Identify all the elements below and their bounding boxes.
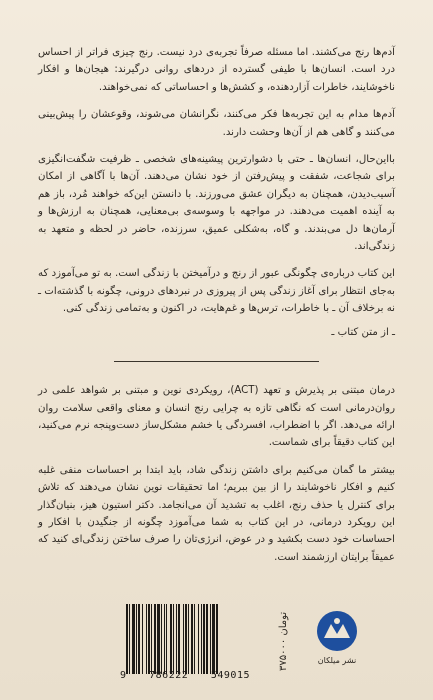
isbn-digit-group-2: 786222: [149, 670, 189, 681]
isbn-digit-group-3: 549015: [210, 670, 250, 681]
blurb-text: [38, 44, 395, 576]
paragraph-3: بااین‌حال، انسان‌ها ـ حتی با دشوارترین پیشینه‌های شخصی ـ ظرفیت شگفت‌انگیزی برای شجاعت، شفقت و پیش‌رفتن از خود نشان می‌دهند. آن‌ها با آگاهی از امکان آسیب‌دیدن، همچنان به دیگران عشق می‌ورزند. با دانستن این‌که خواهند مُرد، باز هم به آینده اهمیت می‌دهند. در مواجهه با وسوسه‌ی بی‌معنایی، همچنان به ارزش‌ها و آرمان‌ها دل می‌بندند. و گاه، به‌شکلی عمیق، سرزنده، حاضر در لحظه و متعهد به زندگی‌اند.: [38, 154, 395, 253]
paragraph-4: این کتاب درباره‌ی چگونگی عبور از رنج و درآمیختن با زندگی است. به تو می‌آموزد که به‌جای انتظار برای آغاز زندگی پس از پیروزی در نبردهای درونی، چگونه با گذشته‌ات ـ نه برخلاف آن ـ با خاطرات، ترس‌ها و غم‌هایت، در اکنون و به‌تمامی زندگی کنی.: [38, 268, 395, 315]
source-line: ـ از متن کتاب ـ: [331, 326, 395, 338]
paragraph-5: درمان مبتنی بر پذیرش و تعهد (ACT)، رویکردی نوین و مبتنی بر شواهد علمی در روان‌درمانی است که نگاهی تازه به چرایی رنج انسان و معنای واقعی سلامت روان ارائه می‌دهد. اگر با اضطراب، افسردگی یا خشم مشکل‌ساز دست‌وپنجه نرم می‌کنید، این کتاب دقیقاً برای شماست.: [38, 385, 395, 449]
isbn-digit-group-1: 9: [120, 670, 127, 681]
barcode-area: [120, 604, 366, 684]
price-label: ۳۷۵۰۰۰ تومان: [278, 611, 289, 671]
publisher-logo-icon: [316, 610, 358, 652]
publisher-logo: [316, 610, 358, 676]
isbn-number: [120, 670, 250, 681]
paragraph-1: آدم‌ها رنج می‌کشند. اما مسئله صرفاً تجربه‌ی درد نیست. رنج چیزی فراتر از احساس درد است. انسان‌ها با طیفی گسترده از دردهای روانی درگیرند: هیجان‌ها و افکار ناخوشایند، خاطرات آزاردهنده، و کشش‌ها و احساساتی که نمی‌خواهند.: [38, 47, 395, 93]
paragraph-2: آدم‌ها مدام به این تجربه‌ها فکر می‌کنند، نگرانشان می‌شوند، وقوعشان را پیش‌بینی می‌کنند و گاهی هم از آن‌ها وحشت دارند.: [38, 109, 395, 138]
publisher-name: نشر میلکان: [317, 656, 357, 665]
barcode: [126, 604, 248, 674]
paragraph-6: بیشتر ما گمان می‌کنیم برای داشتن زندگی شاد، باید ابتدا بر احساسات منفی غلبه کنیم و افکار ناخوشایند را از بین ببریم؛ اما تحقیقات نوین نشان می‌دهند که تلاش برای کنترل یا حذف رنج، اغلب به تشدید آن می‌انجامد. دکتر استیون هیز، بنیان‌گذار این رویکرد درمانی، در این کتاب به شما می‌آموزد چگونه از جنگیدن با افکار و احساسات خود دست بکشید و در عوض، انرژی‌تان را صرف ساختن زندگی‌ای کنید که عمیقاً برایتان ارزشمند است.: [38, 464, 395, 563]
divider-line: [114, 361, 319, 362]
